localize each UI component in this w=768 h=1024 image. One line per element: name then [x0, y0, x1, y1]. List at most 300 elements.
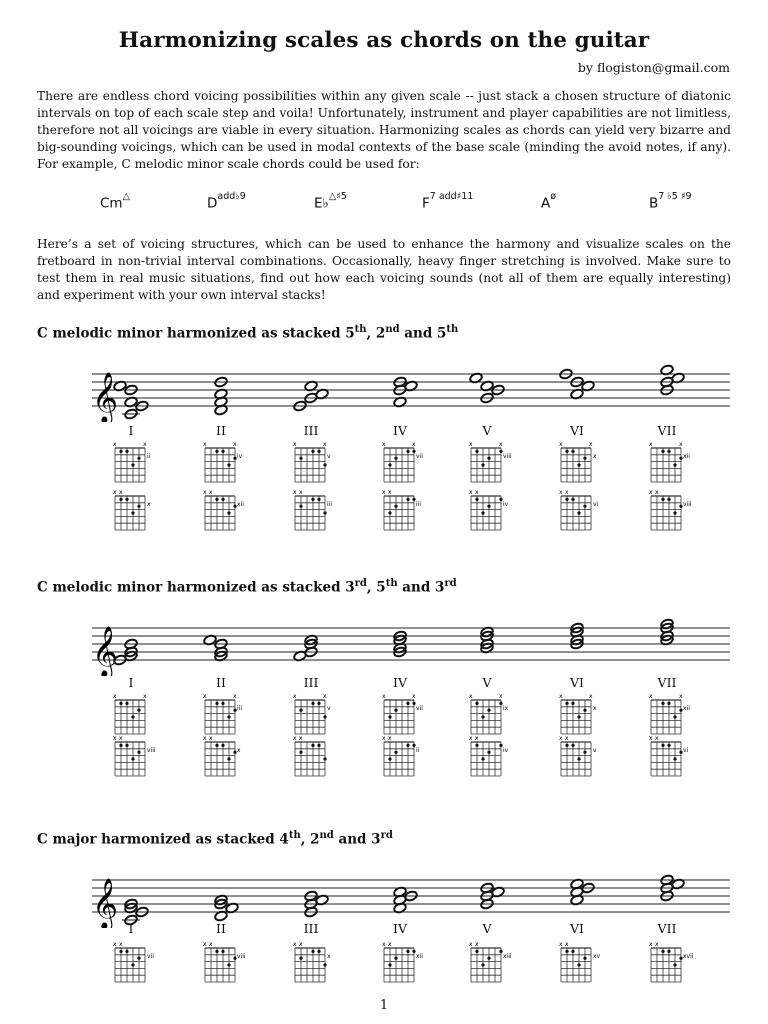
mute-mark: x: [388, 489, 392, 496]
chord-diagram: [380, 734, 440, 780]
finger-dot: [667, 450, 670, 453]
mute-mark: x: [299, 941, 303, 948]
mute-mark: x: [209, 489, 213, 496]
finger-dot: [137, 957, 140, 960]
mute-mark: x: [655, 489, 659, 496]
finger-dot: [565, 702, 568, 705]
roman-numeral: VII: [657, 423, 677, 438]
finger-dot: [388, 715, 391, 718]
finger-dot: [388, 463, 391, 466]
treble-clef-icon: 𝄞: [92, 626, 119, 676]
finger-dot: [577, 463, 580, 466]
finger-dot: [388, 963, 391, 966]
finger-dot: [215, 702, 218, 705]
finger-dot: [583, 751, 586, 754]
fret-position-label: xii: [416, 953, 423, 960]
mute-mark: x: [589, 441, 593, 448]
fret-position-label: vi: [683, 747, 689, 754]
chord-symbol: $D^{add♭9}$: [207, 191, 246, 212]
finger-dot: [119, 744, 122, 747]
mute-mark: x: [293, 441, 297, 448]
finger-dot: [661, 702, 664, 705]
finger-dot: [481, 715, 484, 718]
chord-diagram: [291, 488, 351, 534]
finger-dot: [311, 450, 314, 453]
finger-dot: [299, 505, 302, 508]
finger-dot: [131, 757, 134, 760]
roman-numeral: VI: [570, 921, 584, 936]
mute-mark: x: [559, 693, 563, 700]
finger-dot: [323, 511, 326, 514]
fret-position-label: vii: [416, 705, 423, 712]
roman-numeral: I: [128, 423, 134, 438]
mute-mark: x: [382, 489, 386, 496]
finger-dot: [661, 744, 664, 747]
finger-dot: [394, 957, 397, 960]
mute-mark: x: [203, 489, 207, 496]
roman-numeral: II: [216, 423, 226, 438]
fret-position-label: ix: [503, 705, 509, 712]
finger-dot: [299, 751, 302, 754]
fret-position-label: iv: [503, 501, 509, 508]
mute-mark: x: [475, 489, 479, 496]
finger-dot: [323, 715, 326, 718]
fret-position-label: viii: [503, 453, 512, 460]
roman-numeral: V: [482, 423, 492, 438]
mute-mark: x: [655, 735, 659, 742]
fret-position-label: iii: [327, 501, 333, 508]
finger-dot: [215, 450, 218, 453]
finger-dot: [583, 505, 586, 508]
finger-dot: [227, 463, 230, 466]
roman-numeral: VI: [570, 423, 584, 438]
finger-dot: [119, 702, 122, 705]
chord-diagram: [111, 440, 171, 486]
mute-mark: x: [203, 941, 207, 948]
fret-position-label: xii: [237, 501, 244, 508]
mute-mark: x: [293, 735, 297, 742]
mute-mark: x: [388, 735, 392, 742]
mute-mark: x: [412, 441, 416, 448]
fret-position-label: x: [593, 453, 597, 460]
finger-dot: [299, 709, 302, 712]
mute-mark: x: [119, 735, 123, 742]
finger-dot: [583, 957, 586, 960]
mute-mark: x: [293, 693, 297, 700]
chord-diagram: [467, 440, 527, 486]
chord-diagram: [380, 488, 440, 534]
mute-mark: x: [113, 489, 117, 496]
finger-dot: [673, 511, 676, 514]
mute-mark: x: [209, 735, 213, 742]
mute-mark: x: [382, 735, 386, 742]
finger-dot: [131, 963, 134, 966]
fret-position-label: viii: [237, 953, 246, 960]
music-staff: [0, 612, 768, 676]
chord-diagram: [201, 692, 261, 738]
mute-mark: x: [649, 693, 653, 700]
chord-diagram: [467, 940, 527, 986]
finger-dot: [577, 963, 580, 966]
roman-numeral: IV: [393, 423, 407, 438]
chord-diagram: [557, 488, 617, 534]
mute-mark: x: [475, 735, 479, 742]
finger-dot: [215, 950, 218, 953]
chord-diagram: [111, 734, 171, 780]
finger-dot: [394, 505, 397, 508]
chord-symbol: E♭$^{\triangle♯5}$: [314, 191, 347, 212]
chord-diagram: [291, 940, 351, 986]
finger-dot: [317, 450, 320, 453]
finger-dot: [137, 505, 140, 508]
chord-diagram: [467, 488, 527, 534]
finger-dot: [406, 450, 409, 453]
roman-numeral: V: [482, 921, 492, 936]
finger-dot: [565, 744, 568, 747]
roman-numeral: III: [303, 675, 319, 690]
finger-dot: [394, 751, 397, 754]
chord-diagram: [111, 940, 171, 986]
finger-dot: [565, 498, 568, 501]
chord-diagram: [647, 734, 707, 780]
finger-dot: [323, 963, 326, 966]
fret-position-label: vi: [593, 501, 599, 508]
mute-mark: x: [412, 693, 416, 700]
chord-diagram: [291, 692, 351, 738]
mute-mark: x: [119, 941, 123, 948]
mute-mark: x: [469, 693, 473, 700]
mute-mark: x: [388, 941, 392, 948]
mute-mark: x: [203, 441, 207, 448]
fret-position-label: vii: [147, 953, 154, 960]
finger-dot: [125, 702, 128, 705]
mute-mark: x: [559, 941, 563, 948]
finger-dot: [571, 702, 574, 705]
finger-dot: [577, 757, 580, 760]
treble-clef-icon: 𝄞: [92, 878, 119, 928]
chord-diagram: [647, 488, 707, 534]
finger-dot: [221, 450, 224, 453]
finger-dot: [323, 757, 326, 760]
mute-mark: x: [293, 941, 297, 948]
fret-position-label: xv: [593, 953, 601, 960]
finger-dot: [323, 463, 326, 466]
mute-mark: x: [655, 941, 659, 948]
finger-dot: [577, 511, 580, 514]
finger-dot: [487, 957, 490, 960]
finger-dot: [125, 950, 128, 953]
mute-mark: x: [382, 941, 386, 948]
finger-dot: [487, 709, 490, 712]
mute-mark: x: [559, 489, 563, 496]
mute-mark: x: [323, 693, 327, 700]
finger-dot: [317, 498, 320, 501]
mute-mark: x: [649, 941, 653, 948]
fret-position-label: x: [327, 953, 331, 960]
fret-position-label: iv: [503, 747, 509, 754]
chord-diagram: [557, 440, 617, 486]
finger-dot: [571, 450, 574, 453]
roman-numeral: VII: [657, 675, 677, 690]
finger-dot: [311, 498, 314, 501]
chord-diagram: [647, 692, 707, 738]
finger-dot: [317, 950, 320, 953]
chord-diagram: [201, 940, 261, 986]
chord-diagram: [380, 692, 440, 738]
finger-dot: [487, 751, 490, 754]
finger-dot: [137, 751, 140, 754]
finger-dot: [673, 715, 676, 718]
finger-dot: [583, 709, 586, 712]
finger-dot: [227, 715, 230, 718]
finger-dot: [221, 498, 224, 501]
roman-numeral: I: [128, 675, 134, 690]
roman-numeral: V: [482, 675, 492, 690]
chord-diagram: [111, 692, 171, 738]
finger-dot: [215, 744, 218, 747]
music-staff: [0, 358, 768, 422]
mute-mark: x: [469, 489, 473, 496]
mute-mark: x: [299, 489, 303, 496]
fret-position-label: x: [147, 501, 151, 508]
mute-mark: x: [113, 441, 117, 448]
finger-dot: [475, 450, 478, 453]
chord-diagram: [557, 692, 617, 738]
example-chord-row: [37, 188, 731, 218]
chord-diagram: [557, 940, 617, 986]
mute-mark: x: [469, 941, 473, 948]
mute-mark: x: [293, 489, 297, 496]
chord-symbol: $F^{7 add♯11}$: [422, 191, 474, 212]
chord-diagram: [647, 940, 707, 986]
roman-numeral: VII: [657, 921, 677, 936]
finger-dot: [667, 498, 670, 501]
fret-position-label: xiii: [503, 953, 512, 960]
chord-diagram: [291, 734, 351, 780]
mute-mark: x: [565, 735, 569, 742]
mute-mark: x: [143, 693, 147, 700]
mute-mark: x: [565, 941, 569, 948]
finger-dot: [311, 744, 314, 747]
finger-dot: [406, 498, 409, 501]
finger-dot: [137, 457, 140, 460]
mute-mark: x: [499, 693, 503, 700]
mute-mark: x: [113, 735, 117, 742]
roman-numeral: IV: [393, 675, 407, 690]
finger-dot: [667, 950, 670, 953]
fret-position-label: iv: [237, 453, 243, 460]
mute-mark: x: [559, 735, 563, 742]
fret-position-label: v: [593, 747, 597, 754]
chord-symbol: $B^{7 ♭5 ♯9}$: [649, 191, 692, 212]
finger-dot: [317, 702, 320, 705]
mute-mark: x: [203, 693, 207, 700]
fret-position-label: x: [237, 747, 241, 754]
finger-dot: [406, 702, 409, 705]
roman-numeral: I: [128, 921, 134, 936]
finger-dot: [661, 498, 664, 501]
finger-dot: [394, 709, 397, 712]
finger-dot: [227, 757, 230, 760]
chord-diagram: [201, 488, 261, 534]
mute-mark: x: [119, 489, 123, 496]
finger-dot: [487, 505, 490, 508]
fret-position-label: v: [327, 705, 331, 712]
finger-dot: [221, 702, 224, 705]
finger-dot: [481, 757, 484, 760]
fret-position-label: xii: [683, 705, 690, 712]
chord-diagram: [647, 440, 707, 486]
chord-symbol: $A^ø$: [541, 191, 557, 212]
chord-diagram: [467, 734, 527, 780]
fret-position-label: iii: [416, 501, 422, 508]
fret-position-label: iii: [237, 705, 243, 712]
finger-dot: [475, 498, 478, 501]
mute-mark: x: [679, 693, 683, 700]
mute-mark: x: [113, 941, 117, 948]
treble-clef-icon: 𝄞: [92, 372, 119, 422]
finger-dot: [487, 457, 490, 460]
author-line: by flogiston@gmail.com: [577, 60, 730, 75]
finger-dot: [475, 744, 478, 747]
finger-dot: [299, 457, 302, 460]
roman-numeral: II: [216, 675, 226, 690]
fret-position-label: ii: [147, 453, 151, 460]
chord-diagram: [467, 692, 527, 738]
chord-diagram: [380, 440, 440, 486]
mute-mark: x: [203, 735, 207, 742]
fret-position-label: xvii: [683, 953, 694, 960]
page-number: 1: [379, 998, 389, 1013]
finger-dot: [125, 744, 128, 747]
finger-dot: [131, 715, 134, 718]
page-title: Harmonizing scales as chords on the guitar: [118, 28, 650, 53]
finger-dot: [227, 511, 230, 514]
fret-position-label: viii: [147, 747, 156, 754]
finger-dot: [131, 511, 134, 514]
mute-mark: x: [589, 693, 593, 700]
roman-numeral: IV: [393, 921, 407, 936]
finger-dot: [215, 498, 218, 501]
mute-mark: x: [475, 941, 479, 948]
finger-dot: [673, 463, 676, 466]
finger-dot: [667, 744, 670, 747]
finger-dot: [137, 709, 140, 712]
finger-dot: [667, 702, 670, 705]
finger-dot: [481, 511, 484, 514]
finger-dot: [481, 463, 484, 466]
finger-dot: [317, 744, 320, 747]
mute-mark: x: [499, 441, 503, 448]
finger-dot: [673, 757, 676, 760]
music-staff: [0, 864, 768, 928]
finger-dot: [388, 511, 391, 514]
finger-dot: [571, 744, 574, 747]
mute-mark: x: [649, 441, 653, 448]
roman-numeral: II: [216, 921, 226, 936]
finger-dot: [388, 757, 391, 760]
fret-position-label: xii: [683, 453, 690, 460]
fret-position-label: x: [593, 705, 597, 712]
chord-symbol: Cm△: [100, 191, 130, 212]
finger-dot: [481, 963, 484, 966]
mute-mark: x: [233, 441, 237, 448]
finger-dot: [119, 450, 122, 453]
mute-mark: x: [469, 441, 473, 448]
mute-mark: x: [469, 735, 473, 742]
finger-dot: [565, 950, 568, 953]
mute-mark: x: [209, 941, 213, 948]
finger-dot: [119, 950, 122, 953]
finger-dot: [125, 450, 128, 453]
roman-numeral: VI: [570, 675, 584, 690]
mute-mark: x: [649, 489, 653, 496]
finger-dot: [131, 463, 134, 466]
mute-mark: x: [382, 693, 386, 700]
finger-dot: [311, 950, 314, 953]
mute-mark: x: [559, 441, 563, 448]
mute-mark: x: [679, 441, 683, 448]
finger-dot: [221, 950, 224, 953]
finger-dot: [221, 744, 224, 747]
roman-numeral: III: [303, 921, 319, 936]
finger-dot: [394, 457, 397, 460]
finger-dot: [475, 702, 478, 705]
finger-dot: [125, 498, 128, 501]
mute-mark: x: [143, 441, 147, 448]
finger-dot: [661, 950, 664, 953]
finger-dot: [661, 450, 664, 453]
chord-diagram: [557, 734, 617, 780]
chord-diagram: [111, 488, 171, 534]
finger-dot: [475, 950, 478, 953]
fret-position-label: v: [327, 453, 331, 460]
mute-mark: x: [323, 441, 327, 448]
chord-diagram: [291, 440, 351, 486]
finger-dot: [571, 498, 574, 501]
fret-position-label: ii: [416, 747, 420, 754]
section-heading: C melodic minor harmonized as stacked 3rd, 5th and 3rd: [37, 578, 457, 596]
chord-diagram: [201, 440, 261, 486]
finger-dot: [583, 457, 586, 460]
finger-dot: [119, 498, 122, 501]
fret-position-label: viii: [683, 501, 692, 508]
mute-mark: x: [113, 693, 117, 700]
finger-dot: [673, 963, 676, 966]
finger-dot: [311, 702, 314, 705]
mute-mark: x: [299, 735, 303, 742]
section-heading: C major harmonized as stacked 4th, 2nd and 3rd: [37, 830, 393, 848]
fret-position-label: vii: [416, 453, 423, 460]
mute-mark: x: [565, 489, 569, 496]
finger-dot: [565, 450, 568, 453]
finger-dot: [406, 744, 409, 747]
section-heading: C melodic minor harmonized as stacked 5th, 2nd and 5th: [37, 324, 459, 342]
finger-dot: [406, 950, 409, 953]
chord-diagram: [201, 734, 261, 780]
finger-dot: [299, 957, 302, 960]
mute-mark: x: [233, 693, 237, 700]
intro-paragraph: There are endless chord voicing possibilities within any given scale -- just stack a chosen structure of diatonic intervals on top of each scale step and voila! Unfortunately, instrument and player capabilities are not limitless, therefore not all voicings are viable in every situation. Harmonizing scales as chords can yield very bizarre and big-sounding voicings, which can be used in modal contexts of the base scale (minding the avoid notes, if any). For example, C melodic minor scale chords could be used for:: [37, 89, 731, 171]
finger-dot: [227, 963, 230, 966]
finger-dot: [571, 950, 574, 953]
finger-dot: [577, 715, 580, 718]
mute-mark: x: [382, 441, 386, 448]
second-paragraph: Here’s a set of voicing structures, which can be used to enhance the harmony and visualize scales on the fretboard in non-trivial interval combinations. Occasionally, heavy finger stretching is involved. Make sure to test them in real music situations, find out how each voicing sounds (not all of them are equally interesting) and experiment with your own interval stacks!: [37, 237, 731, 302]
roman-numeral: III: [303, 423, 319, 438]
chord-diagram: [380, 940, 440, 986]
mute-mark: x: [649, 735, 653, 742]
